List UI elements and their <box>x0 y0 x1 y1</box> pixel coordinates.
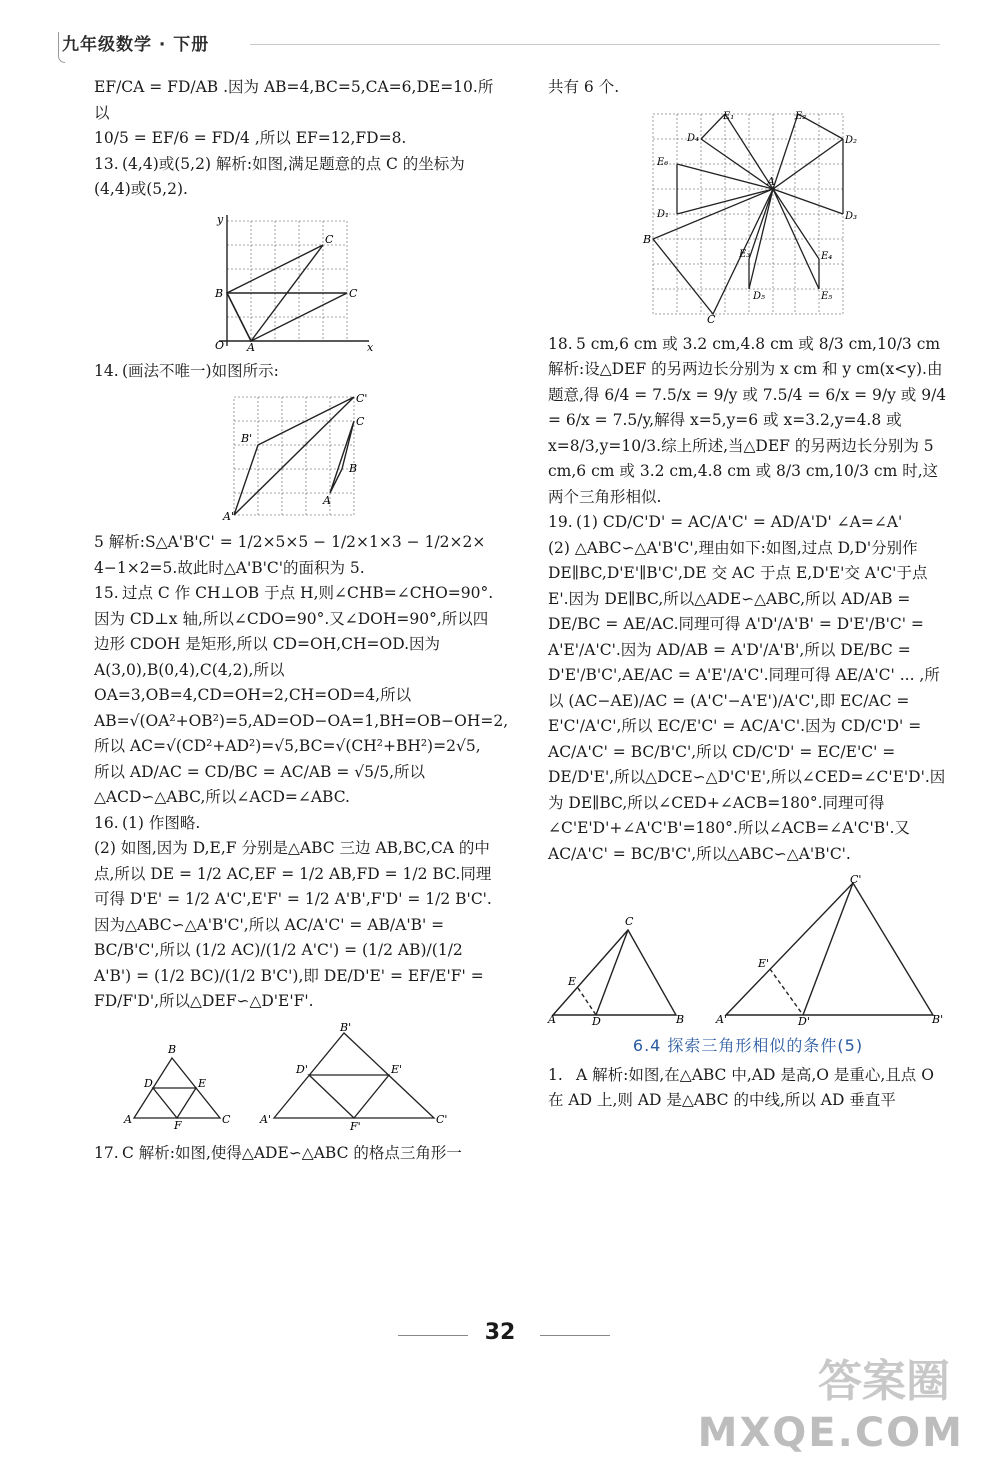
figure-label: D <box>592 1015 601 1028</box>
left-column <box>94 75 509 1166</box>
watermark: MXQE.COM <box>697 1410 964 1456</box>
question-19 <box>548 510 948 536</box>
para-19-part2: (2) △ABC∽△A'B'C',理由如下:如图,过点 D,D'分别作 DE∥BC,D'E'∥B'C',DE 交 AC 于点 E,D'E'交 A'C'于点 E'.因为 DE∥BC,所以△ADE∽△ABC,所以 AD/AB = DE/BC = AE/AC.同理可得 A'D'/A'B' = D'E'/B'C' = A'E'/A'C'.因为 AD/AB = A'D'/A'B',所以 DE/BC = D'E'/B'C',AE/AC = A'E'/A'C'.同理可得 AE/A'C' ... ,所以 (AC−AE)/AC = (A'C'−A'E')/A'C',即 EC/AC = E'C'/A'C',所以 EC/E'C' = AC/A'C'.因为 CD/C'D' = AC/A'C' = BC/B'C',所以 CD/C'D' = EC/E'C' = DE/D'E',所以△DCE∽△D'C'E',所以∠CED=∠C'E'D'.因为 DE∥BC,所以∠CED+∠ACB=180°.同理可得∠C'E'D'+∠A'C'B'=180°.所以∠ACB=∠A'C'B'.又 AC/A'C' = BC/B'C',所以△ABC∽△A'B'C'. <box>548 538 946 863</box>
figure-13-grid <box>209 211 379 354</box>
figure-label: A <box>767 174 775 188</box>
header-title: 九年级数学 · 下册 <box>62 35 210 55</box>
figure-label: C <box>625 915 634 928</box>
figure-label: B <box>643 232 652 246</box>
figure-label: B' <box>932 1013 944 1026</box>
question-number: 16. <box>94 813 119 832</box>
figure-label: O <box>215 338 225 352</box>
figure-label: E₅ <box>821 290 833 302</box>
figure-label: C <box>222 1112 231 1126</box>
figure-label: C' <box>356 392 368 405</box>
figure-label: E' <box>391 1062 403 1076</box>
figure-label: E <box>198 1076 207 1090</box>
right-column <box>548 75 948 1114</box>
figure-label: E₄ <box>821 250 833 262</box>
figure-label: A <box>124 1112 132 1126</box>
question-text: (1) CD/C'D' = AC/A'C' = AD/A'D' ∠A=∠A' <box>576 513 903 531</box>
figure-label: A' <box>260 1112 271 1126</box>
question-text: (4,4)或(5,2) 解析:如图,满足题意的点 C 的坐标为 (4,4)或(5,2). <box>94 154 465 198</box>
question-number: 13. <box>94 154 119 173</box>
figure-label: F <box>174 1118 182 1132</box>
figure-label: E₂ <box>795 110 807 122</box>
question-17 <box>94 1141 494 1167</box>
figure-label: x <box>367 340 374 354</box>
figure-label: B' <box>340 1020 352 1034</box>
figure-16-triangles <box>124 1020 464 1133</box>
figure-label: C' <box>850 873 862 886</box>
page-number-rule-right <box>540 1335 610 1336</box>
question-text: (画法不唯一)如图所示: <box>122 361 279 380</box>
figure-14-grid <box>219 392 369 522</box>
figure-label: A <box>323 494 331 507</box>
question-text: 5 cm,6 cm 或 3.2 cm,4.8 cm 或 8/3 cm,10/3 cm 解析:设△DEF 的另两边长分别为 x cm 和 y cm(x<y).由题意,得 6/4 = 7.5/x = 9/y 或 7.5/4 = 6/x = 9/y 或 9/4 = 6/x = 7.5/y,解得 x=5,y=6 或 x=3.2,y=4.8 或 x=8/3,y=10/3.综上所述,当△DEF 的另两边长分别为 5 cm,6 cm 或 3.2 cm,4.8 cm 或 8/3 cm,10/3 cm 时,这两个三角形相似. <box>548 334 947 506</box>
figure-label: B <box>215 286 224 300</box>
figure-label: A <box>548 1013 556 1026</box>
figure-label: C <box>349 286 358 300</box>
para-r0: 共有 6 个. <box>548 78 620 96</box>
figure-label: D₂ <box>845 134 858 146</box>
question-number: 17. <box>94 1143 119 1162</box>
figure-label: E₆ <box>657 156 669 168</box>
question-number: 19. <box>548 513 573 531</box>
question-text: A 解析:如图,在△ABC 中,AD 是高,O 是重心,且点 O 在 AD 上,则 AD 是△ABC 的中线,所以 AD 垂直平 <box>548 1065 934 1109</box>
figure-label: A' <box>716 1013 727 1026</box>
question-18 <box>548 332 948 511</box>
figure-label: A <box>247 340 255 354</box>
figure-label: B <box>168 1042 177 1056</box>
figure-label: F' <box>350 1119 361 1133</box>
question-13 <box>94 152 494 203</box>
para-16-part2: (2) 如图,因为 D,E,F 分别是△ABC 三边 AB,BC,CA 的中点,所以 DE = 1/2 AC,EF = 1/2 AB,FD = 1/2 BC.同理可得 D'E' = 1/2 A'C',E'F' = 1/2 A'B',F'D' = 1/2 B'C'.因为△ABC∽△A'B'C',所以 AC/A'C' = AB/A'B' = BC/B'C',所以 (1/2 AC)/(1/2 A'C') = (1/2 AB)/(1/2 A'B') = (1/2 BC)/(1/2 B'C'),即 DE/D'E' = EF/E'F' = FD/F'D',所以△DEF∽△D'E'F'. <box>94 839 492 1010</box>
question-16 <box>94 811 494 837</box>
figure-label: D₄ <box>687 132 700 144</box>
figure-label: E' <box>758 957 770 970</box>
page-number: 32 <box>484 1320 516 1345</box>
figure-label: D₁ <box>657 208 670 220</box>
question-number: 14. <box>94 361 119 380</box>
figure-label: B <box>349 462 358 475</box>
question-number: 1. <box>548 1065 563 1084</box>
question-text: C 解析:如图,使得△ADE∽△ABC 的格点三角形一 <box>122 1143 462 1162</box>
figure-label: D <box>144 1076 153 1090</box>
figure-label: E₁ <box>723 110 735 122</box>
question-text: (1) 作图略. <box>122 813 201 832</box>
question-15 <box>94 581 509 811</box>
figure-label: D₃ <box>845 210 858 222</box>
para-l2: 10/5 = EF/6 = FD/4 ,所以 EF=12,FD=8. <box>94 129 407 147</box>
figure-17-grid <box>643 109 858 326</box>
figure-label: E <box>568 975 577 988</box>
question-1 <box>548 1063 948 1114</box>
para-14-answer: 5 解析:S△A'B'C' = 1/2×5×5 − 1/2×1×3 − 1/2×2× 4−1×2=5.故此时△A'B'C'的面积为 5. <box>94 533 486 577</box>
figure-19-triangles <box>548 873 948 1028</box>
question-number: 18. <box>548 334 573 353</box>
figure-label: B' <box>241 432 253 445</box>
figure-label: y <box>217 212 224 226</box>
figure-label: E₃ <box>739 248 751 260</box>
section-heading: 6.4 探索三角形相似的条件(5) <box>632 1036 864 1055</box>
header-rule <box>250 44 940 45</box>
question-text: 过点 C 作 CH⊥OB 于点 H,则∠CHB=∠CHO=90°.因为 CD⊥x 轴,所以∠CDO=90°.又∠DOH=90°,所以四边形 CDOH 是矩形,所以 CD=OH,CH=OD.因为 A(3,0),B(0,4),C(4,2),所以 OA=3,OB=4,CD=OH=2,CH=OD=4,所以 AB=√(OA²+OB²)=5,AD=OD−OA=1,BH=OB−OH=2,所以 AC=√(CD²+AD²)=√5,BC=√(CH²+BH²)=2√5,所以 AD/AC = CD/BC = AC/AB = √5/5,所以△ACD∽△ABC,所以∠ACD=∠ABC. <box>94 584 509 806</box>
para-l1: EF/CA = FD/AB .因为 AB=4,BC=5,CA=6,DE=10.所以 <box>94 78 494 122</box>
question-14 <box>94 359 494 385</box>
question-number: 15. <box>94 584 119 602</box>
figure-label: C <box>325 232 334 246</box>
figure-label: A' <box>223 510 234 523</box>
figure-label: B <box>676 1013 685 1026</box>
watermark-logo: 答案圈 <box>818 1356 950 1407</box>
figure-label: C <box>707 312 716 326</box>
figure-label: C' <box>436 1112 448 1126</box>
figure-label: D₅ <box>753 290 766 302</box>
figure-label: D' <box>296 1062 308 1076</box>
figure-label: D' <box>798 1015 810 1028</box>
figure-label: C <box>356 415 365 428</box>
